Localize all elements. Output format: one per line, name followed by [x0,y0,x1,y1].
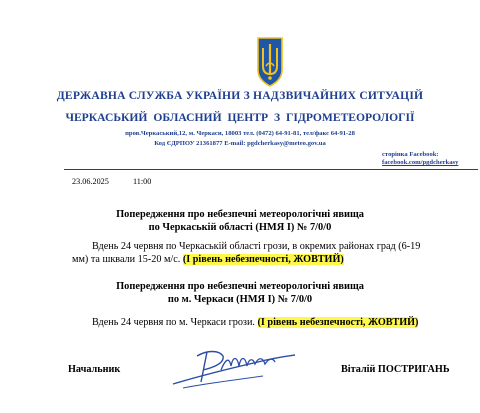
warning2-text-prefix: Вдень 24 червня по м. Черкаси грози. [92,317,255,328]
warning1-title-line2: по Черкаській області (НМЯ І) № 7/0/0 [148,222,332,233]
facebook-link[interactable]: facebook.com/pgdcherkasy [382,159,459,166]
signatory-name: Віталій ПОСТРИГАНЬ [341,364,450,375]
signatory-title: Начальник [68,364,121,375]
issue-time: 11:00 [133,177,152,186]
warning2-title-line1: Попередження про небезпечні метеорологічні явища [116,281,364,292]
warning2-text [92,317,418,328]
handwritten-signature [163,340,298,395]
address-line: пров.Черкаський,12, м. Черкаси, 18003 тел. (0472) 64-91-81, тел/факс 64-91-28 [125,130,355,137]
trident-emblem-icon [255,36,285,88]
center-name: ЧЕРКАСЬКИЙ ОБЛАСНИЙ ЦЕНТР З ГІДРОМЕТЕОРОЛОГІЇ [65,111,415,124]
warning2-level-badge: (І рівень небезпечності, ЖОВТИЙ) [257,317,419,328]
agency-name: ДЕРЖАВНА СЛУЖБА УКРАЇНИ З НАДЗВИЧАЙНИХ СИТУАЦІЙ [56,89,424,102]
facebook-label: сторінка Facebook: [382,151,439,158]
warning1-text-line1: Вдень 24 червня по Черкаській області грози, в окремих районах град (6-19 [92,241,421,252]
warning1-text-prefix: мм) та шквали 15-20 м/с. [72,254,181,265]
letterhead-divider [64,169,478,170]
warning1-level-badge: (І рівень небезпечності, ЖОВТИЙ) [182,254,344,265]
issue-date: 23.06.2025 [72,177,109,186]
codes-line: Код ЄДРПОУ 21361877 E-mail: pgdcherkasy@meteo.gov.ua [154,140,326,147]
warning1-title-line1: Попередження про небезпечні метеорологічні явища [116,209,364,220]
warning2-title-line2: по м. Черкаси (НМЯ І) № 7/0/0 [167,294,313,305]
warning1-text-line2 [72,254,344,265]
